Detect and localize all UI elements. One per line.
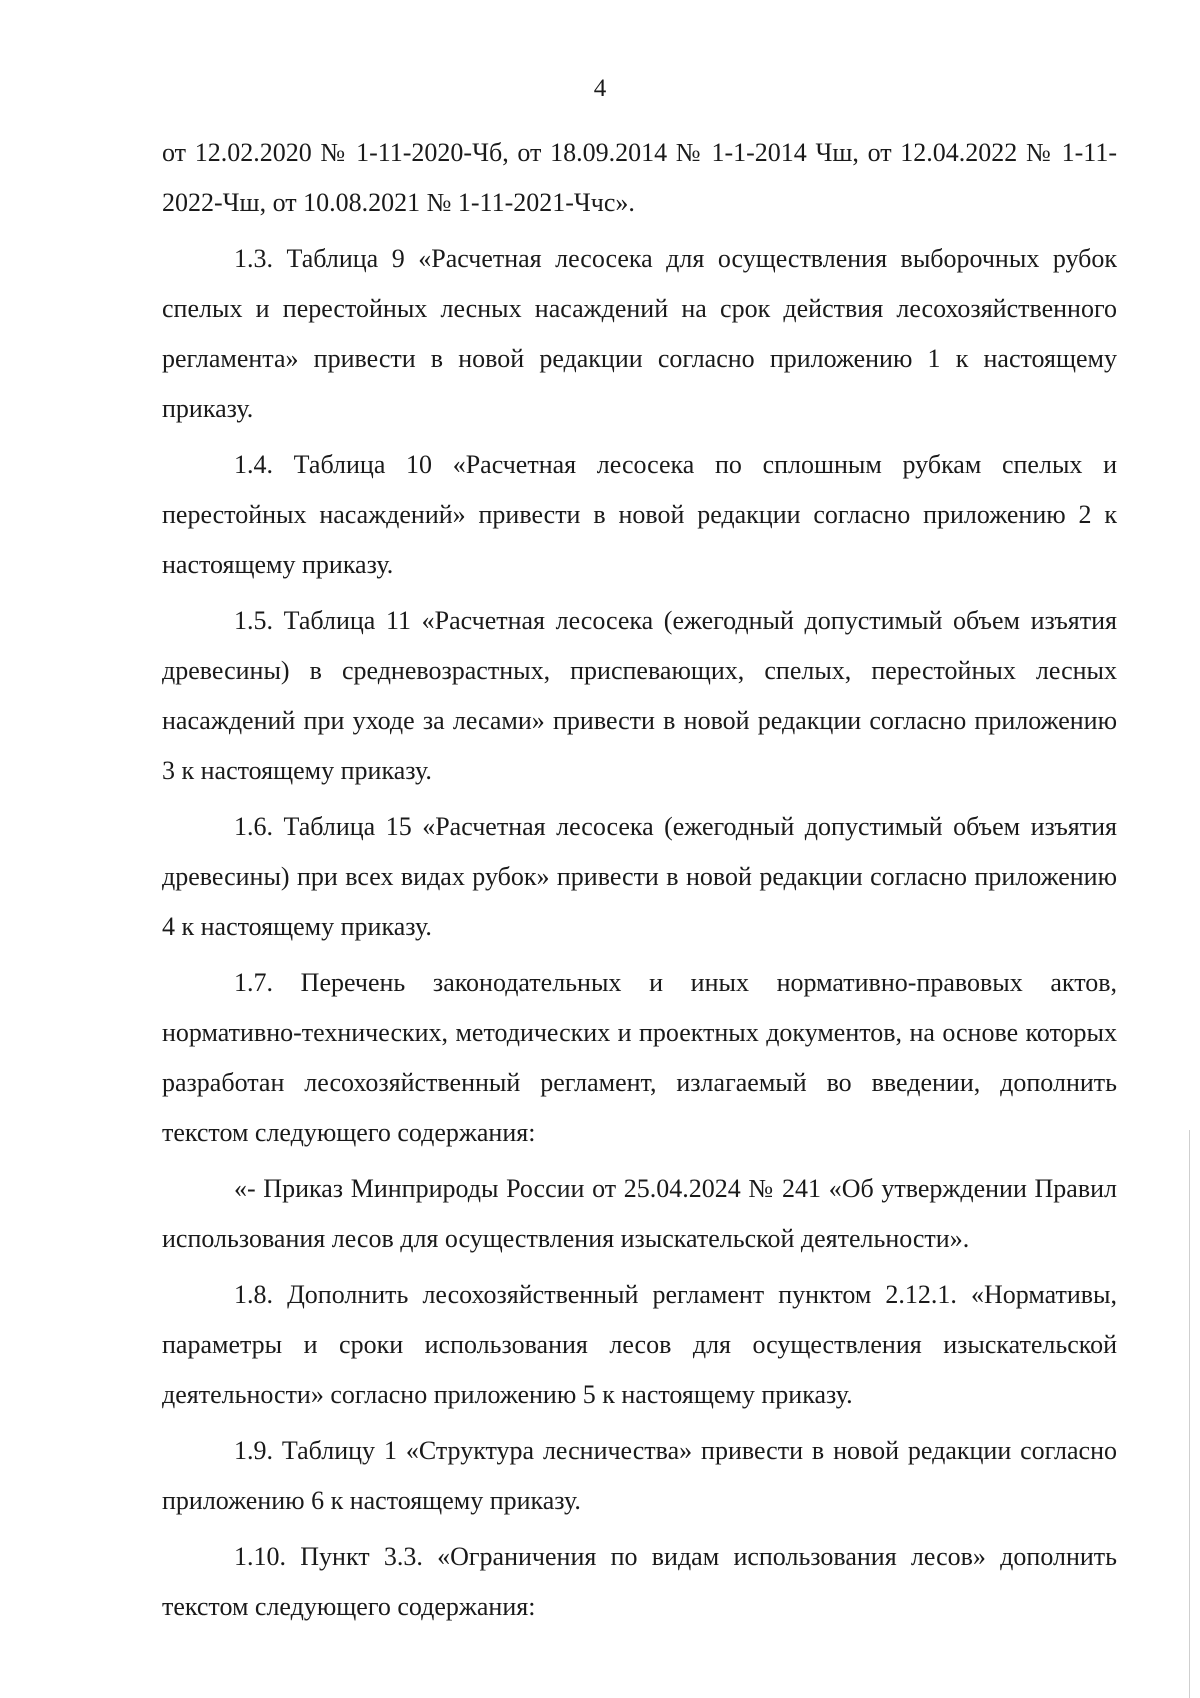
paragraph-1-10: 1.10. Пункт 3.3. «Ограничения по видам использования лесов» дополнить текстом следующего содержания: — [162, 1542, 1117, 1621]
document-body — [162, 128, 1117, 1632]
page-number: 4 — [593, 75, 607, 102]
paragraph-1-8: 1.8. Дополнить лесохозяйственный регламент пунктом 2.12.1. «Нормативы, параметры и сроки использования лесов для осуществления изыскательской деятельности» согласно приложению 5 к настоящему приказу. — [162, 1280, 1117, 1409]
paragraph-continuation: от 12.02.2020 № 1-11-2020-Чб, от 18.09.2014 № 1-1-2014 Чш, от 12.04.2022 № 1-11-2022-Чш, от 10.08.2021 № 1-11-2021-Ччс». — [162, 138, 1117, 217]
paragraph-1-3: 1.3. Таблица 9 «Расчетная лесосека для осуществления выборочных рубок спелых и перестойных лесных насаждений на срок действия лесохозяйственного регламента» привести в новой редакции согласно приложению 1 к настоящему приказу. — [162, 244, 1117, 423]
scan-edge-line — [1189, 1130, 1190, 1698]
paragraph-1-7: 1.7. Перечень законодательных и иных нормативно-правовых актов, нормативно-технических, методических и проектных документов, на основе которых разработан лесохозяйственный регламент, излагаемый во введении, дополнить текстом следующего содержания: — [162, 968, 1117, 1147]
paragraph-quote-order: «- Приказ Минприроды России от 25.04.2024 № 241 «Об утверждении Правил использования лесов для осуществления изыскательской деятельности». — [162, 1174, 1117, 1253]
paragraph-1-9: 1.9. Таблицу 1 «Структура лесничества» привести в новой редакции согласно приложению 6 к настоящему приказу. — [162, 1436, 1117, 1515]
paragraph-1-4: 1.4. Таблица 10 «Расчетная лесосека по сплошным рубкам спелых и перестойных насаждений» привести в новой редакции согласно приложению 2 к настоящему приказу. — [162, 450, 1117, 579]
paragraph-1-6: 1.6. Таблица 15 «Расчетная лесосека (ежегодный допустимый объем изъятия древесины) при всех видах рубок» привести в новой редакции согласно приложению 4 к настоящему приказу. — [162, 812, 1117, 941]
paragraph-1-5: 1.5. Таблица 11 «Расчетная лесосека (ежегодный допустимый объем изъятия древесины) в средневозрастных, приспевающих, спелых, перестойных лесных насаждений при уходе за лесами» привести в новой редакции согласно приложению 3 к настоящему приказу. — [162, 606, 1117, 785]
